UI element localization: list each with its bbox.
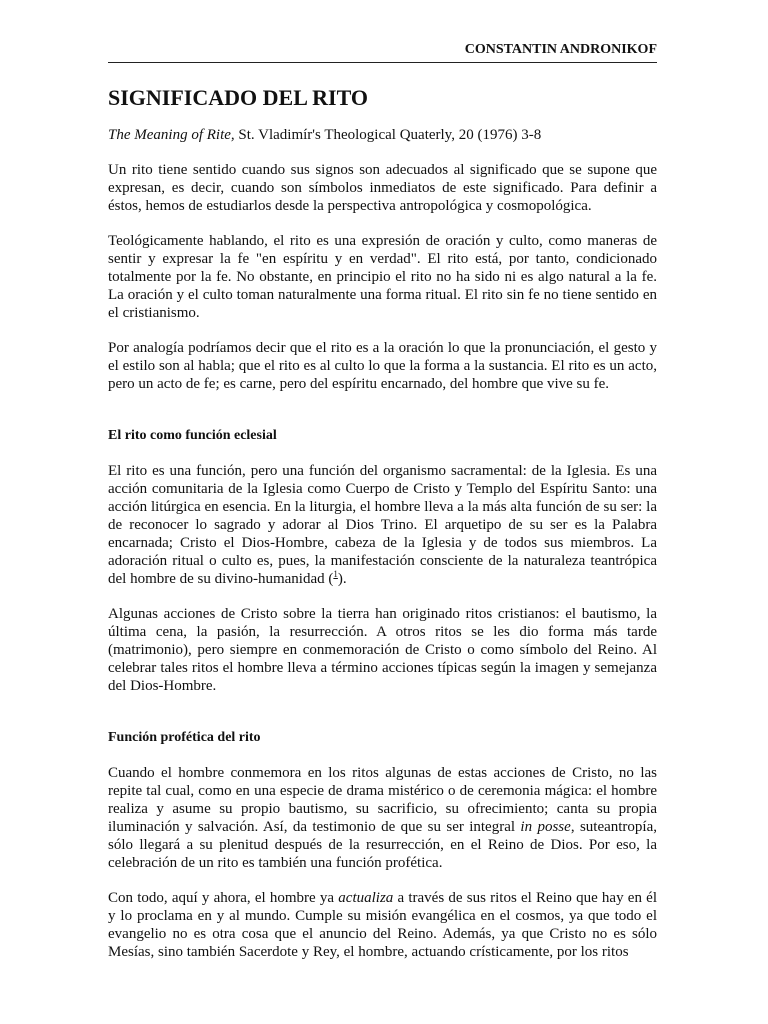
article-citation — [108, 126, 657, 144]
paragraph-text: , suteantropía, sólo llegará a su plenitud después de la resurrección, en el Reino de Dios. Por eso, la celebración de un rito es también una función profética. — [108, 819, 657, 871]
paragraph-text: Cuando el hombre conmemora en los ritos algunas de estas acciones de Cristo, no las repite tal cual, como en una especie de drama mistérico o de ceremonia mágica: el hombre realiza y asume su propio bautismo, su sacrificio, su ofrecimiento; canta su propia iluminación y salvación. Así, da testimonio de que su ser integral — [108, 765, 657, 835]
emphasis-text: actualiza — [338, 890, 394, 906]
paragraph: Un rito tiene sentido cuando sus signos son adecuados al significado que se supone que expresan, es decir, cuando son símbolos inmediatos de este significado. Para definir a éstos, hemos de estudiarlos desde la perspectiva antropológica y cosmopológica. — [108, 162, 657, 214]
section-heading: El rito como función eclesial — [108, 428, 277, 443]
paragraph — [108, 462, 657, 588]
article-title: SIGNIFICADO DEL RITO — [108, 85, 368, 110]
citation-source-title: The Meaning of Rite, — [108, 127, 235, 143]
paragraph-text: Con todo, aquí y ahora, el hombre ya — [108, 890, 339, 906]
article-body — [108, 84, 657, 961]
emphasis-text: in posse — [520, 819, 571, 835]
paragraph — [108, 764, 657, 872]
paragraph: Algunas acciones de Cristo sobre la tierra han originado ritos cristianos: el bautismo, la última cena, la pasión, la resurrección. A otros ritos se les dio forma más tarde (matrimonio), pero siempre en conmemoración de Cristo o como símbolo del Reino. Al celebrar tales ritos el hombre lleva a término acciones típicas según la imagen y semejanza del Dios-Hombre. — [108, 606, 657, 694]
paragraph: Por analogía podríamos decir que el rito es a la oración lo que la pronunciación, el gesto y el estilo son al habla; que el rito es al culto lo que la forma a la sustancia. El rito es un acto, pero un acto de fe; es carne, pero del espíritu encarnado, del hombre que vive su fe. — [108, 340, 657, 392]
section-heading: Función profética del rito — [108, 730, 261, 745]
paragraph: Teológicamente hablando, el rito es una expresión de oración y culto, como maneras de sentir y expresar la fe "en espíritu y en verdad". El rito está, por tanto, condicionado totalmente por la fe. No obstante, en principio el rito no ha sido ni es algo natural a la fe. La oración y el culto toman naturalmente una forma ritual. El rito sin fe no tiene sentido en el cristianismo. — [108, 233, 657, 321]
paragraph-text: a través de sus ritos el Reino que hay en él y lo proclama en y al mundo. Cumple su misión evangélica en el cosmos, ya que todo el evangelio no es otra cosa que el anuncio del Reino. Además, ya que Cristo no es sólo Mesías, sino también Sacerdote y Rey, el hombre, actuando crísticamente, por los ritos — [108, 890, 657, 960]
running-header: CONSTANTIN ANDRONIKOF — [108, 40, 657, 63]
footnote-link[interactable]: 1 — [333, 569, 338, 579]
citation-source-details: St. Vladimír's Theological Quaterly, 20 (1976) 3-8 — [234, 127, 542, 143]
paragraph-text: ). — [337, 571, 347, 587]
paragraph-text: El rito es una función, pero una función del organismo sacramental: de la Iglesia. Es una acción comunitaria de la Iglesia como Cuerpo de Cristo y Templo del Espíritu Santo: una acción litúrgica en esencia. En la liturgia, el hombre lleva a la más alta función de su ser: la de reconocer lo sagrado y adorar al Dios Trino. El arquetipo de su ser es la Palabra encarnada; Cristo el Dios-Hombre, cabeza de la Iglesia y de todos sus miembros. La adoración ritual o culto es, pues, la manifestación consciente de la naturaleza teantrópica del hombre de su divino-humanidad ( — [108, 463, 657, 587]
paragraph — [108, 889, 657, 961]
